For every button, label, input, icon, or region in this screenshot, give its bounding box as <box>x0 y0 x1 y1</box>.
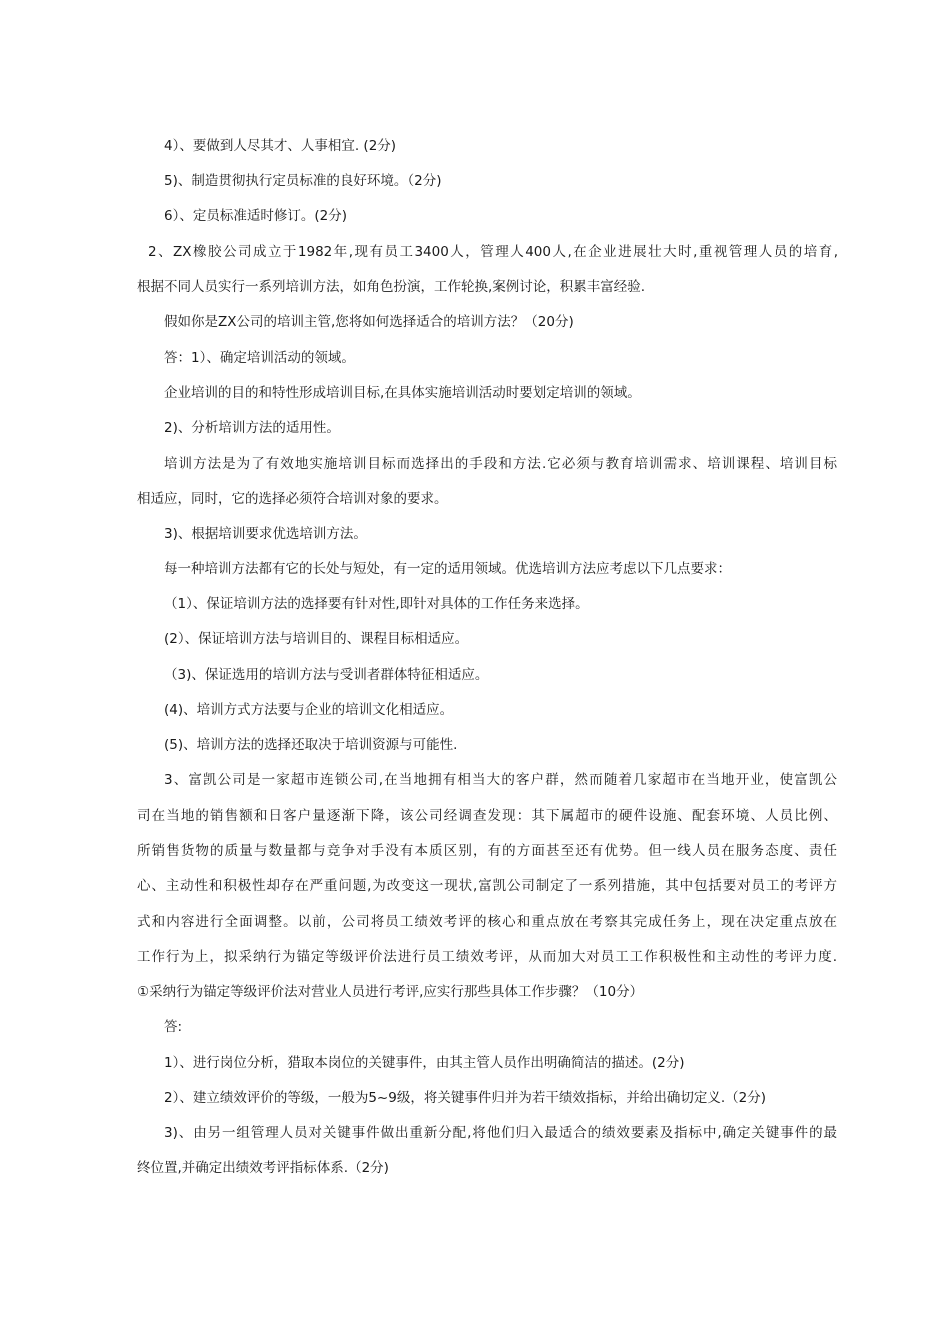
requirement-4: (4)、培训方式方法要与企业的培训文化相适应。 <box>164 702 454 718</box>
list-item-5: 5)、制造贯彻执行定员标准的良好环境。（2分) <box>164 173 442 189</box>
answer-step-2: 2)、分析培训方法的适用性。 <box>164 420 340 436</box>
answer-step-3-detail: 每一种培训方法都有它的长处与短处，有一定的适用领域。优选培训方法应考虑以下几点要求： <box>164 561 731 577</box>
answer-step-3: 3)、根据培训要求优选培训方法。 <box>164 526 367 542</box>
requirement-1: （1）、保证培训方法的选择要有针对性,即针对具体的工作任务来选择。 <box>164 596 589 612</box>
question-3-text-3: 所销售货物的质量与数量都与竞争对手没有本质区别，有的方面甚至还有优势。但一线人员在服务态度、责任 <box>137 843 837 859</box>
answer-step-1-detail: 企业培训的目的和特性形成培训目标,在具体实施培训活动时要划定培训的领域。 <box>164 385 641 401</box>
answer-3-step-1: 1）、进行岗位分析，猎取本岗位的关键事件，由其主管人员作出明确简洁的描述。(2分) <box>164 1055 685 1071</box>
question-2-prompt: 假如你是ZX公司的培训主管,您将如何选择适合的培训方法？（20分) <box>164 314 574 330</box>
answer-3-step-3-cont: 终位置,并确定出绩效考评指标体系.（2分) <box>137 1160 389 1176</box>
question-3-text-5: 式和内容进行全面调整。以前，公司将员工绩效考评的核心和重点放在考察其完成任务上，现在决定重点放在 <box>137 914 837 930</box>
answer-step-2-detail-cont: 相适应，同时，它的选择必须符合培训对象的要求。 <box>137 491 448 507</box>
list-item-4: 4）、要做到人尽其才、人事相宜. (2分) <box>164 138 397 154</box>
question-3-text: 3、富凯公司是一家超市连锁公司,在当地拥有相当大的客户群，然而随着几家超市在当地开业，使富凯公 <box>164 772 837 788</box>
question-3-text-2: 司在当地的销售额和日客户量逐渐下降，该公司经调查发现：其下属超市的硬件设施、配套环境、人员比例、 <box>137 808 837 824</box>
list-item-6: 6）、定员标准适时修订。(2分) <box>164 208 347 224</box>
question-2-text: 2、ZX橡胶公司成立于1982年,现有员工3400人，管理人400人,在企业进展壮大时,重视管理人员的培育, <box>148 244 838 260</box>
answer-3-step-2: 2）、建立绩效评价的等级，一般为5~9级，将关键事件归并为若干绩效指标，并给出确切定义.（2分) <box>164 1090 766 1106</box>
answer-step-2-detail: 培训方法是为了有效地实施培训目标而选择出的手段和方法.它必须与教育培训需求、培训课程、培训目标 <box>164 456 837 472</box>
answer-step-1: 答：1）、确定培训活动的领域。 <box>164 350 355 366</box>
requirement-3: （3)、保证选用的培训方法与受训者群体特征相适应。 <box>164 667 489 683</box>
requirement-5: (5)、培训方法的选择还取决于培训资源与可能性. <box>164 737 458 753</box>
answer-label: 答: <box>164 1019 183 1035</box>
question-3-text-6: 工作行为上，拟采纳行为锚定等级评价法进行员工绩效考评，从而加大对员工工作积极性和主动性的考评力度. <box>137 949 837 965</box>
requirement-2: (2）、保证培训方法与培训目的、课程目标相适应。 <box>164 631 469 647</box>
question-2-text-cont: 根据不同人员实行一系列培训方法，如角色扮演，工作轮换,案例讨论，积累丰富经验. <box>137 279 646 295</box>
answer-3-step-3: 3)、由另一组管理人员对关键事件做出重新分配,将他们归入最适合的绩效要素及指标中,确定关键事件的最 <box>164 1125 837 1141</box>
question-3-text-4: 心、主动性和积极性却存在严重问题,为改变这一现状,富凯公司制定了一系列措施，其中包括要对员工的考评方 <box>137 878 837 894</box>
question-3-prompt: ①采纳行为锚定等级评价法对营业人员进行考评,应实行那些具体工作步骤？（10分） <box>137 984 644 1000</box>
